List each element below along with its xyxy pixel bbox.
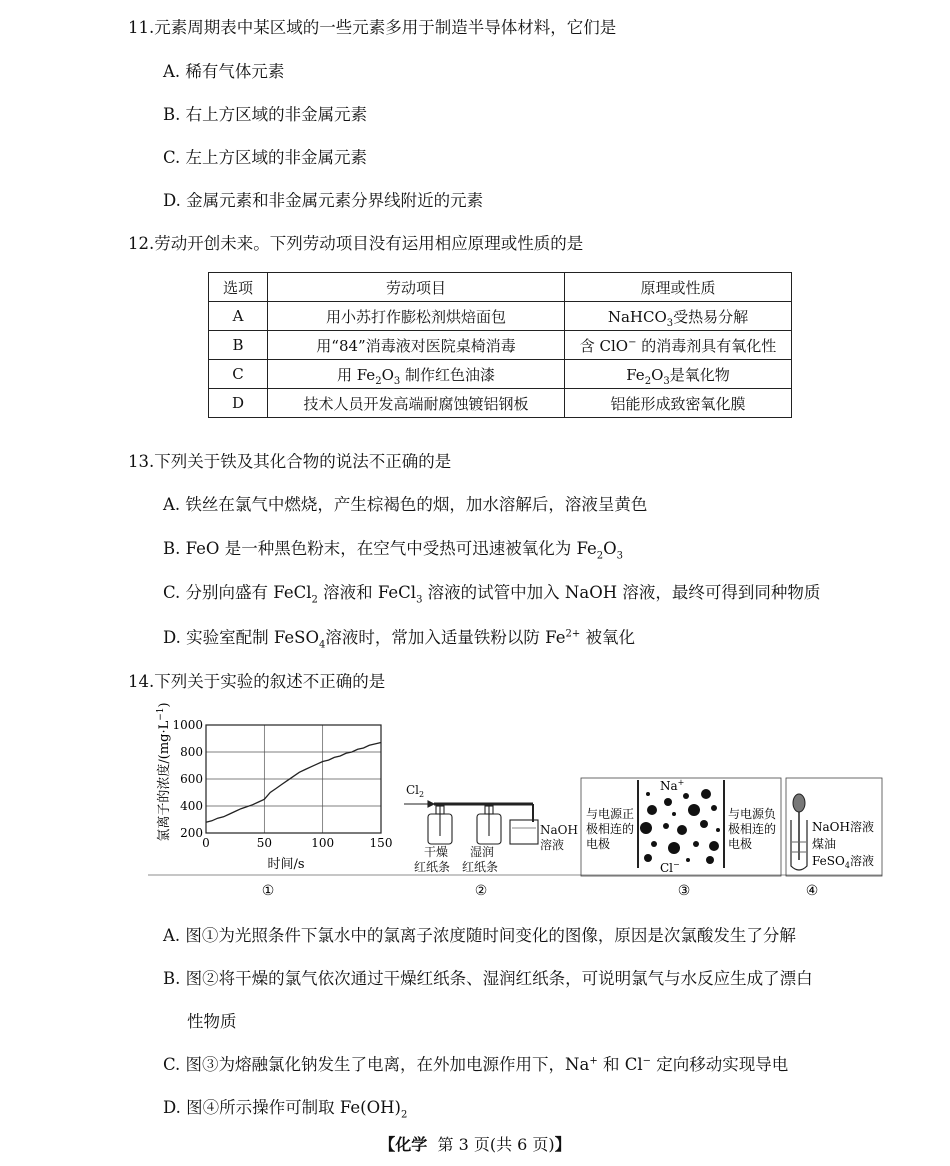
figure-4-test-tube [786,778,882,899]
beaker [510,820,538,844]
bottle-1-label-a: 干燥 [424,845,449,859]
text: C. 分别向盛有 FeCl [163,583,312,602]
cell-text: 制作红色油漆 [400,365,496,384]
ion-dot [663,823,669,829]
cell [268,360,565,389]
chart-xtick-label: 150 [369,836,393,850]
sub: 2 [400,1109,408,1121]
sup: − [642,1055,651,1067]
q14-option-d [163,1094,408,1121]
header-option: 选项 [209,273,268,302]
ion-dot [651,841,657,847]
text: 溶液的试管中加入 NaOH 溶液，最终可得到同种物质 [422,583,821,602]
footer-page: 第 3 页(共 6 页) [437,1135,555,1154]
cell-text: 的消毒剂具有氧化性 [636,336,777,355]
q12-stem: 12.劳动开创未来。下列劳动项目没有运用相应原理或性质的是 [128,234,584,253]
cell-text: 含 ClO [579,336,629,355]
cell: D [209,389,268,418]
bottle-2-label-a: 湿润 [470,845,495,859]
cell-sub: 3 [663,375,670,387]
cell-text: 是氧化物 [669,365,730,384]
ion-dot [677,825,687,835]
chart-ytick-label: 200 [180,826,203,840]
footer-subject: 【化学 [379,1135,428,1154]
q14-option-b: B. 图②将干燥的氯气依次通过干燥红纸条、湿润红纸条，可说明氯气与水反应生成了漂白 [163,969,813,988]
ion-dot [668,842,680,854]
sub: 2 [311,594,318,606]
chart-xtick-label: 50 [256,836,272,850]
ion-dot [716,828,720,832]
cell: C [209,360,268,389]
ion-dot [646,792,650,796]
sub: 3 [616,550,624,562]
bottle-1-label-b: 红纸条 [414,860,451,874]
q14-option-a: A. 图①为光照条件下氯水中的氯离子浓度随时间变化的图像，原因是次氯酸发生了分解 [163,926,796,945]
ion-dot [647,805,657,815]
ion-dot [683,793,689,799]
ion-dot [701,789,711,799]
q11-stem: 11.元素周期表中某区域的一些元素多用于制造半导体材料，它们是 [128,18,617,37]
chart-ytick-label: 1000 [172,718,203,732]
cell: 铝能形成致密氧化膜 [565,389,792,418]
q11-option-b: B. 右上方区域的非金属元素 [163,105,368,124]
text: 定向移动实现导电 [651,1055,789,1074]
cathode-label-3: 电极 [728,837,753,851]
q13-option-a: A. 铁丝在氯气中燃烧，产生棕褐色的烟，加水溶解后，溶液呈黄色 [163,495,648,514]
ion-dot [711,805,717,811]
naoh-label: NaOH [540,823,578,837]
figure-label-2: ② [474,883,488,899]
cl-ion-label: Cl− [660,860,680,875]
text: D. 实验室配制 FeSO [163,628,320,647]
cell-text: 受热易分解 [673,307,749,326]
cell: A [209,302,268,331]
q14-option-b-cont: 性物质 [187,1012,237,1031]
chart-ytick-label: 400 [180,799,203,813]
ion-dot [640,822,652,834]
sub: 3 [416,594,423,606]
figure-label-3: ③ [677,883,691,899]
arrow-head-icon [428,801,434,807]
text: 和 Cl [597,1055,643,1074]
ion-dot [672,812,676,816]
ion-dot [709,841,719,851]
sub: 4 [319,639,326,651]
cell [565,360,792,389]
chart-xtick-label: 100 [311,836,335,850]
cathode-label-1: 与电源负 [728,807,777,821]
anode-label-1: 与电源正 [586,807,635,821]
cell-sub: 3 [393,375,401,387]
gas-label: $Cl_2$ [406,783,425,799]
chart-series-line [206,743,381,823]
anode-label-2: 极相连的 [586,822,635,836]
sup: 2+ [565,628,581,640]
bottle-2-label-b: 红纸条 [462,860,499,874]
chart-xlabel: 时间/s [267,857,305,872]
chart-ytick-label: 600 [180,772,203,786]
cell: 技术人员开发高端耐腐蚀镀铝钢板 [268,389,565,418]
q13-stem: 13.下列关于铁及其化合物的说法不正确的是 [128,452,452,471]
figure-label-1: ① [261,883,275,899]
text: 溶液和 FeCl [317,583,417,602]
cell-text: Fe [626,365,645,384]
header-project: 劳动项目 [268,273,565,302]
cell-sub: 2 [375,375,382,387]
page-footer [0,1132,950,1155]
naoh-solution-label: NaOH溶液 [812,820,874,834]
ion-dot [644,854,652,862]
dropper-bulb-icon [793,794,805,812]
solution-label: 溶液 [540,838,565,852]
table-row [209,331,792,360]
cell-text: O [381,365,394,384]
footer-close: 】 [554,1135,571,1154]
ion-dot [693,841,699,847]
ion-dot [664,798,672,806]
table-row [209,302,792,331]
text: O [603,539,617,558]
text: 溶液时，常加入适量铁粉以防 Fe [325,628,566,647]
q11-option-d: D. 金属元素和非金属元素分界线附近的元素 [163,191,484,210]
cell: 用小苏打作膨松剂烘焙面包 [268,302,565,331]
q13-option-c [163,579,821,606]
na-ion-label: Na+ [660,778,685,793]
cell: B [209,331,268,360]
cell [565,302,792,331]
q14-option-c [163,1051,788,1075]
q13-option-d [163,624,635,651]
header-principle: 原理或性质 [565,273,792,302]
ion-dot [700,820,708,828]
text: C. 图③为熔融氯化钠发生了电离，在外加电源作用下，Na [163,1055,590,1074]
sup: + [589,1055,598,1067]
ion-dot [688,804,700,816]
ion-particles [640,789,720,864]
table-row [209,360,792,389]
q11-option-c: C. 左上方区域的非金属元素 [163,148,368,167]
anode-label-3: 电极 [586,837,611,851]
text: D. 图④所示操作可制取 Fe(OH) [163,1098,401,1117]
chart-ylabel: 氯离子的浓度$/(mg\cdot L^{-1})$ [156,702,172,842]
figure-3-electrolysis [581,778,781,899]
sub: 2 [596,550,604,562]
cell-sub: 2 [644,375,652,387]
chart-xtick-label: 0 [202,836,210,850]
cell-sub: 3 [666,317,674,329]
q12-table [208,272,792,418]
text: 被氧化 [580,628,635,647]
q14-figures [148,702,882,905]
cell-text: O [651,365,664,384]
cell [565,331,792,360]
q11-option-a: A. 稀有气体元素 [163,62,285,81]
ion-dot [706,856,714,864]
feso4-label: FeSO$_4$溶液 [812,854,874,870]
table-header-row [209,273,792,302]
table-row [209,389,792,418]
cell-text: 用 Fe [336,365,376,384]
q14-stem: 14.下列关于实验的叙述不正确的是 [128,672,386,691]
cell-text: NaHCO [607,307,667,326]
chart-ytick-label: 800 [180,745,203,759]
q13-option-b [163,535,624,562]
figure-1-chart [148,702,882,899]
cell: 用“84”消毒液对医院桌椅消毒 [268,331,565,360]
cathode-label-2: 极相连的 [728,822,777,836]
figure-2-apparatus [404,783,578,899]
text: B. FeO 是一种黑色粉末，在空气中受热可迅速被氧化为 Fe [163,539,597,558]
kerosene-label: 煤油 [812,837,837,851]
figure-label-4: ④ [805,883,819,899]
ion-dot [686,858,690,862]
cell-sup: − [628,336,637,348]
